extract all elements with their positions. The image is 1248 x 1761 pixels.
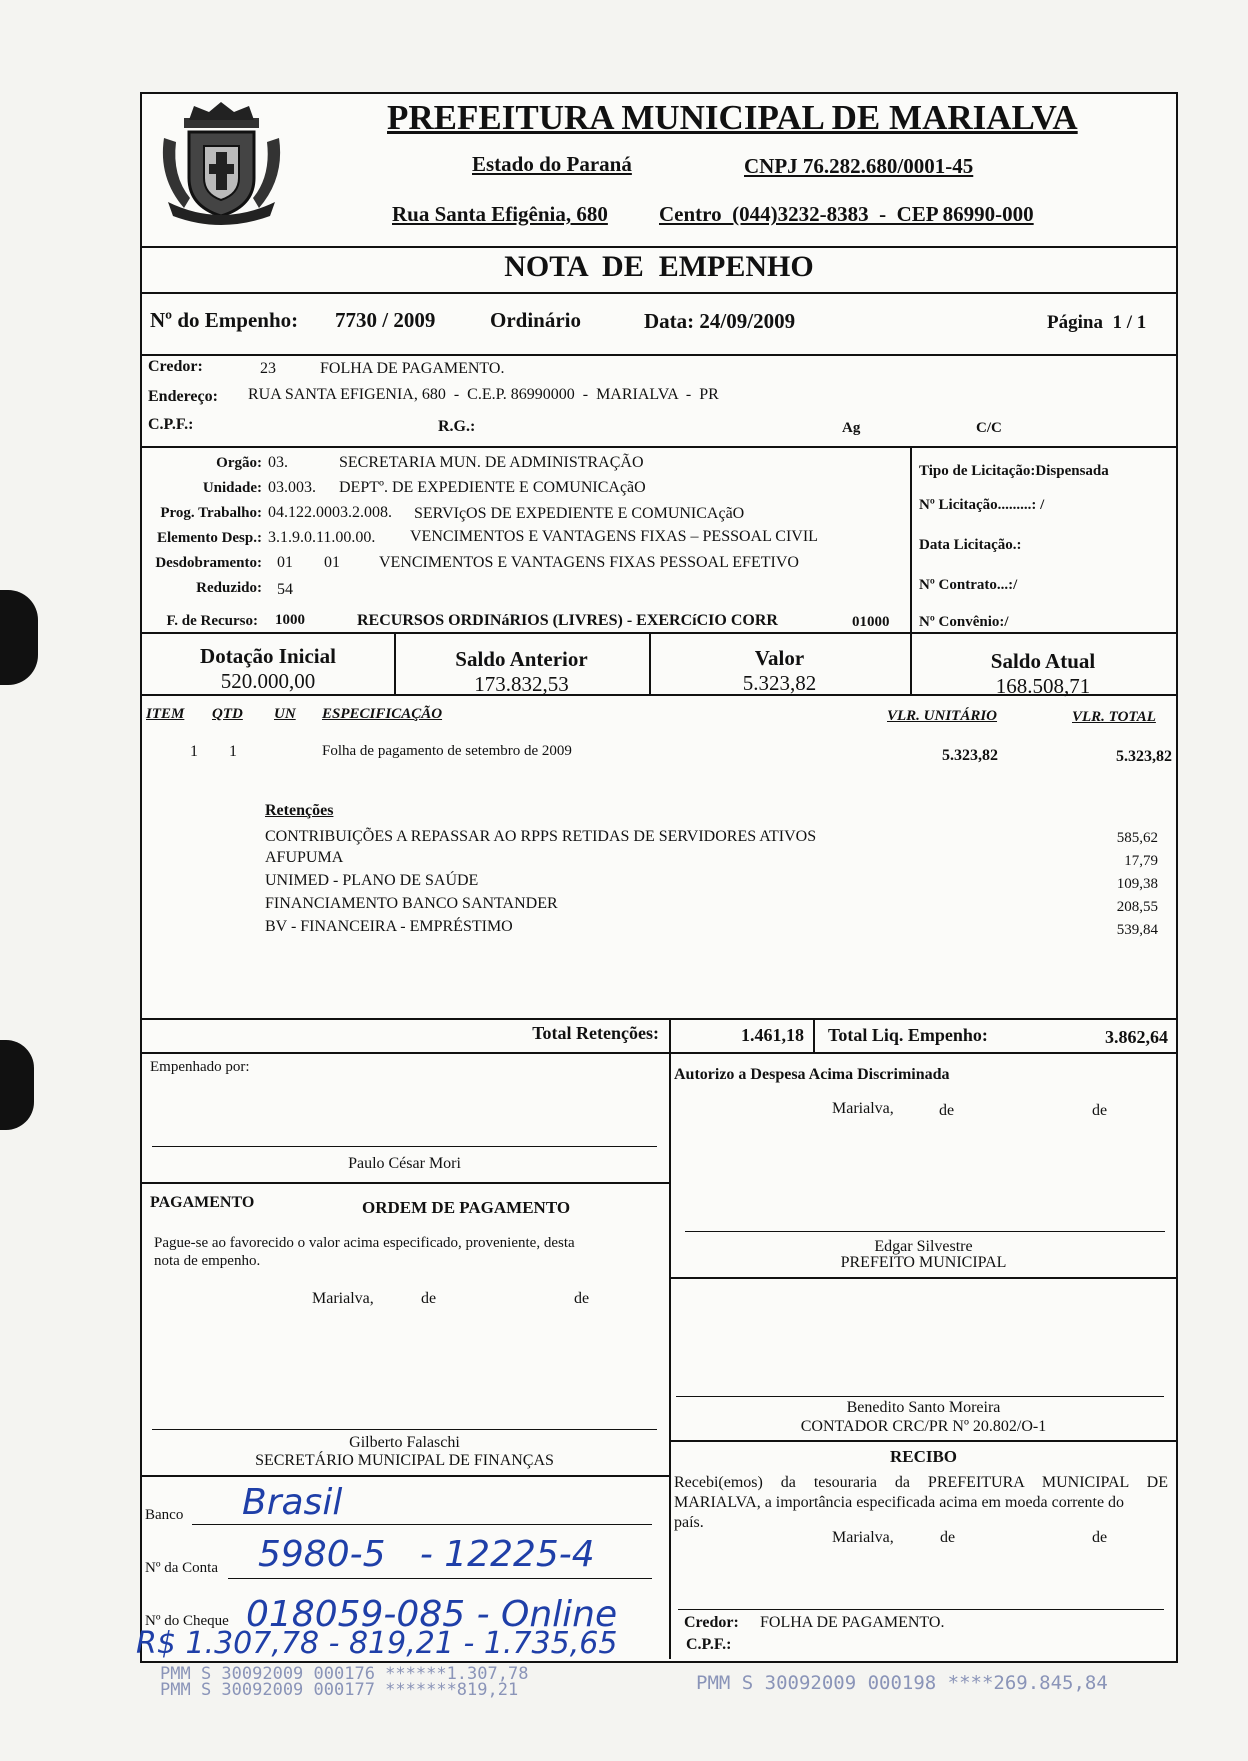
retencao-value: 539,84 — [1116, 922, 1158, 938]
conta-label: Nº da Conta — [145, 1560, 218, 1576]
retencao-desc: AFUPUMA — [265, 849, 344, 866]
reduzido-value: 54 — [277, 581, 293, 598]
pagamento-de-1: de — [421, 1290, 437, 1307]
numero-licitacao: Nº Licitação.........: / — [919, 497, 1045, 513]
contador-role: CONTADOR CRC/PR Nº 20.802/O-1 — [800, 1418, 1047, 1435]
recibo-de-2: de — [1092, 1529, 1108, 1546]
elemento-label: Elemento Desp.: — [157, 530, 262, 546]
address-street: Rua Santa Efigênia, 680 — [392, 202, 608, 226]
recurso-code: 1000 — [275, 612, 305, 628]
saldo-anterior-value: 173.832,53 — [474, 672, 569, 696]
recibo-city: Marialva, — [832, 1529, 894, 1546]
binder-mark-bottom — [0, 1040, 34, 1130]
dotacao-inicial-label: Dotação Inicial — [200, 644, 336, 668]
prog-label: Prog. Trabalho: — [160, 505, 262, 521]
prog-name: SERVIçOS DE EXPEDIENTE E COMUNICAçãO — [414, 505, 745, 522]
state-label: Estado do Paraná — [472, 152, 632, 176]
pagamento-text-2: nota de empenho. — [154, 1253, 261, 1269]
total-liquido-label: Total Liq. Empenho: — [828, 1025, 988, 1045]
recibo-credor-label: Credor: — [684, 1614, 739, 1631]
empenho-number: 7730 / 2009 — [335, 308, 436, 332]
orgao-label: Orgão: — [216, 455, 262, 471]
retencao-desc: UNIMED - PLANO DE SAÚDE — [265, 872, 479, 889]
total-retencoes-value: 1.461,18 — [741, 1025, 804, 1045]
recurso-name: RECURSOS ORDINáRIOS (LIVRES) - EXERCíCIO CORR — [357, 612, 778, 629]
saldo-anterior-label: Saldo Anterior — [455, 647, 588, 671]
recibo-title: RECIBO — [889, 1447, 958, 1466]
orgao-name: SECRETARIA MUN. DE ADMINISTRAÇÃO — [339, 454, 644, 471]
retencao-value: 17,79 — [1124, 853, 1158, 869]
col-un: UN — [274, 706, 296, 722]
retencao-desc: CONTRIBUIÇÕES A REPASSAR AO RPPS RETIDAS DE SERVIDORES ATIVOS — [265, 828, 817, 845]
recibo-cpf-label: C.P.F.: — [686, 1636, 732, 1653]
pagamento-label: PAGAMENTO — [150, 1194, 255, 1211]
saldo-atual-label: Saldo Atual — [990, 649, 1096, 673]
item-valor-total: 5.323,82 — [1116, 748, 1172, 765]
item-number: 1 — [190, 743, 198, 760]
retencao-desc: FINANCIAMENTO BANCO SANTANDER — [265, 895, 558, 912]
binder-mark-top — [0, 590, 38, 685]
bank-stamp-3: PMM S 30092009 000198 ****269.845,84 — [696, 1672, 1108, 1694]
cc-label: C/C — [976, 420, 1002, 436]
empenho-number-label: Nº do Empenho: — [150, 308, 299, 332]
bank-stamp-1: PMM S 30092009 000176 ******1.307,78 — [160, 1664, 529, 1684]
credor-code: 23 — [260, 360, 276, 377]
contador-name: Benedito Santo Moreira — [846, 1399, 1001, 1416]
address-details: Centro (044)3232-8383 - CEP 86990-000 — [659, 202, 1034, 226]
pagamento-city: Marialva, — [312, 1290, 374, 1307]
document-title: NOTA DE EMPENHO — [504, 250, 814, 283]
conta-handwritten: 5980-5 - 12225-4 — [258, 1534, 595, 1575]
cnpj-label: CNPJ 76.282.680/0001-45 — [744, 154, 974, 178]
secretario-signer: Gilberto Falaschi — [349, 1434, 460, 1451]
coat-of-arms-logo — [154, 98, 289, 231]
elemento-code: 3.1.9.0.11.00.00. — [268, 529, 376, 546]
desdobramento-name: VENCIMENTOS E VANTAGENS FIXAS PESSOAL EFETIVO — [379, 554, 799, 571]
credor-label: Credor: — [148, 358, 203, 375]
unidade-code: 03.003. — [268, 479, 316, 496]
numero-contrato: Nº Contrato...:/ — [919, 577, 1018, 593]
autorizo-de-2: de — [1092, 1102, 1108, 1119]
elemento-name: VENCIMENTOS E VANTAGENS FIXAS – PESSOAL CIVIL — [410, 528, 818, 545]
secretario-role: SECRETÁRIO MUNICIPAL DE FINANÇAS — [255, 1452, 554, 1469]
col-valor-total: VLR. TOTAL — [1072, 709, 1156, 725]
valor-label: Valor — [754, 646, 805, 670]
valores-handwritten: R$ 1.307,78 - 819,21 - 1.735,65 — [136, 1626, 618, 1661]
recurso-number: 01000 — [852, 614, 890, 630]
numero-convenio: Nº Convênio:/ — [919, 614, 1009, 630]
col-valor-unitario: VLR. UNITÁRIO — [887, 708, 998, 724]
municipality-title: PREFEITURA MUNICIPAL DE MARIALVA — [387, 98, 1078, 137]
credor-name: FOLHA DE PAGAMENTO. — [320, 360, 505, 377]
cheque-handwritten: 018059-085 - Online — [246, 1594, 618, 1635]
dotacao-inicial-value: 520.000,00 — [220, 669, 316, 693]
cheque-label: Nº do Cheque — [145, 1613, 229, 1629]
bank-stamp-2: PMM S 30092009 000177 *******819,21 — [160, 1680, 519, 1700]
pagamento-de-2: de — [574, 1290, 590, 1307]
autorizo-city: Marialva, — [832, 1100, 894, 1117]
empenho-date: Data: 24/09/2009 — [644, 309, 796, 333]
pagamento-text-1: Pague-se ao favorecido o valor acima especificado, proveniente, desta — [154, 1235, 575, 1251]
autorizo-label: Autorizo a Despesa Acima Discriminada — [674, 1066, 950, 1083]
cpf-label: C.P.F.: — [148, 416, 194, 433]
page-number: Página 1 / 1 — [1047, 312, 1147, 333]
recibo-text-2: MARIALVA, a importância especificada acima em moeda corrente do — [674, 1494, 1125, 1511]
saldo-atual-value: 168.508,71 — [995, 674, 1091, 698]
desdobramento-code-2: 01 — [324, 554, 340, 571]
item-qtd: 1 — [229, 743, 237, 760]
orgao-code: 03. — [268, 454, 288, 471]
recibo-text-1: Recebi(emos) da tesouraria da PREFEITURA MUNICIPAL DE — [674, 1474, 1168, 1491]
endereco-label: Endereço: — [148, 388, 218, 405]
unidade-label: Unidade: — [202, 480, 262, 496]
prog-code: 04.122.0003.2.008. — [268, 504, 392, 521]
data-licitacao: Data Licitação.: — [919, 537, 1022, 553]
tipo-licitacao: Tipo de Licitação:Dispensada — [919, 463, 1109, 479]
valor-value: 5.323,82 — [742, 671, 817, 695]
retencao-value: 585,62 — [1116, 830, 1158, 846]
desdobramento-code-1: 01 — [277, 554, 293, 571]
col-qtd: QTD — [212, 706, 243, 722]
col-especificacao: ESPECIFICAÇÃO — [322, 706, 443, 722]
prefeito-name: Edgar Silvestre — [874, 1238, 973, 1255]
empenhado-signer: Paulo César Mori — [348, 1155, 461, 1172]
retencoes-title: Retenções — [265, 802, 334, 819]
retencao-value: 109,38 — [1116, 876, 1158, 892]
nota-de-empenho-form — [136, 92, 1178, 1663]
ag-label: Ag — [842, 420, 861, 436]
col-item: ITEM — [146, 706, 185, 722]
banco-label: Banco — [145, 1507, 184, 1523]
total-retencoes-label: Total Retenções: — [532, 1023, 659, 1043]
retencao-desc: BV - FINANCEIRA - EMPRÉSTIMO — [265, 918, 513, 935]
recibo-credor-name: FOLHA DE PAGAMENTO. — [760, 1614, 945, 1631]
recibo-de-1: de — [940, 1529, 956, 1546]
autorizo-de-1: de — [939, 1102, 955, 1119]
banco-handwritten: Brasil — [242, 1482, 343, 1523]
desdobramento-label: Desdobramento: — [155, 555, 262, 571]
empenho-type: Ordinário — [490, 308, 582, 332]
recurso-label: F. de Recurso: — [166, 613, 258, 629]
retencao-value: 208,55 — [1116, 899, 1158, 915]
reduzido-label: Reduzido: — [196, 580, 262, 596]
empenhado-label: Empenhado por: — [150, 1059, 250, 1075]
rg-label: R.G.: — [438, 418, 476, 435]
item-especificacao: Folha de pagamento de setembro de 2009 — [322, 743, 572, 759]
recibo-text-3: país. — [674, 1514, 704, 1531]
prefeito-role: PREFEITO MUNICIPAL — [840, 1254, 1007, 1271]
unidade-name: DEPTº. DE EXPEDIENTE E COMUNICAçãO — [339, 479, 646, 496]
ordem-pagamento-label: ORDEM DE PAGAMENTO — [362, 1198, 571, 1217]
total-liquido-value: 3.862,64 — [1105, 1027, 1168, 1047]
item-valor-unitario: 5.323,82 — [942, 747, 998, 764]
endereco-value: RUA SANTA EFIGENIA, 680 - C.E.P. 86990000 - MARIALVA - PR — [248, 386, 719, 403]
